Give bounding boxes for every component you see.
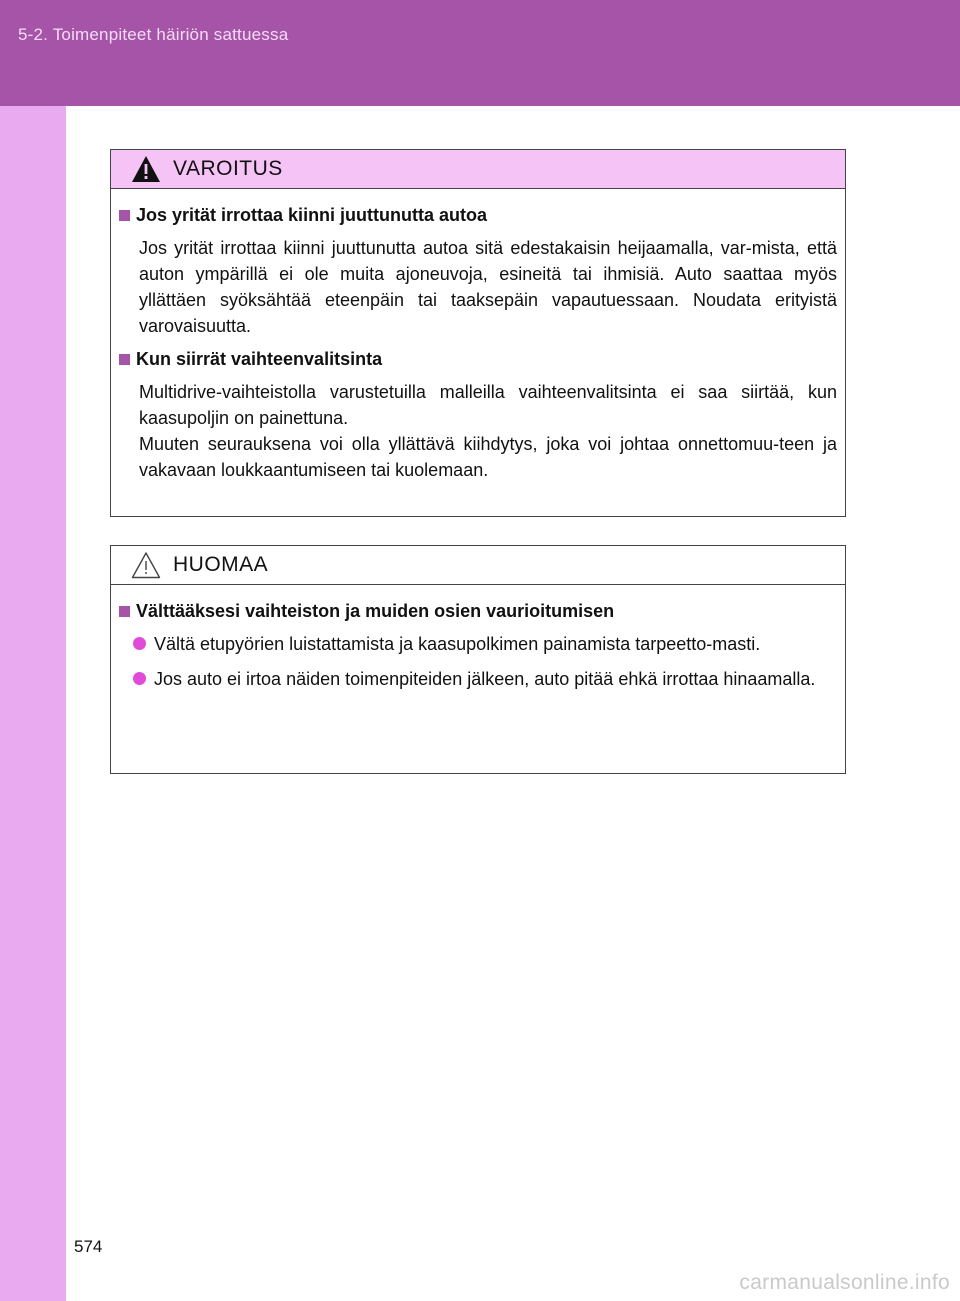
section-heading-text: Välttääksesi vaihteiston ja muiden osien vaurioitumisen: [136, 601, 615, 621]
notice-box-body: [111, 585, 845, 692]
section-heading: [119, 349, 837, 370]
list-item: [133, 666, 837, 692]
page-number: 574: [74, 1237, 103, 1256]
list-item: [133, 631, 837, 657]
section-heading: [119, 205, 837, 226]
warning-triangle-outline-icon: [131, 551, 161, 579]
square-bullet-icon: [119, 606, 130, 617]
square-bullet-icon: [119, 210, 130, 221]
circle-bullet-icon: [133, 637, 146, 650]
section-heading: [119, 601, 837, 622]
warning-box-header: [111, 150, 845, 189]
bullet-list: [119, 631, 837, 692]
notice-box-header: [111, 546, 845, 585]
notice-box: [110, 545, 846, 774]
section-heading-text: Kun siirrät vaihteenvalitsinta: [136, 349, 383, 369]
paragraph: Jos yrität irrottaa kiinni juuttunutta autoa sitä edestakaisin heijaamalla, var-mista, että auton ympärillä ei ole muita ajoneuvoja, esineitä tai ihmisiä. Auto saattaa myös yllättäen syöksähtää eteenpäin tai taaksepäin vapautuessaan. Noudata erityistä varovaisuutta.: [139, 238, 837, 336]
list-item-text: Vältä etupyörien luistattamista ja kaasupolkimen painamista tarpeetto-masti.: [154, 634, 761, 654]
warning-box: [110, 149, 846, 517]
warning-box-body: [111, 189, 845, 483]
side-band: [0, 106, 66, 1301]
paragraph: Muuten seurauksena voi olla yllättävä kiihdytys, joka voi johtaa onnettomuu-teen ja vakavaan loukkaantumiseen tai kuolemaan.: [139, 434, 837, 480]
warning-box-title: VAROITUS: [173, 157, 283, 180]
square-bullet-icon: [119, 354, 130, 365]
watermark: carmanualsonline.info: [739, 1271, 950, 1294]
header-band: [0, 0, 960, 106]
notice-box-title: HUOMAA: [173, 553, 269, 576]
list-item-text: Jos auto ei irtoa näiden toimenpiteiden jälkeen, auto pitää ehkä irrottaa hinaamalla.: [154, 669, 816, 689]
circle-bullet-icon: [133, 672, 146, 685]
section-title: 5-2. Toimenpiteet häiriön sattuessa: [18, 25, 289, 44]
paragraph: Multidrive-vaihteistolla varustetuilla malleilla vaihteenvalitsinta ei saa siirtää, kun kaasupoljin on painettuna.: [139, 382, 837, 428]
warning-triangle-filled-icon: [131, 155, 161, 183]
section-heading-text: Jos yrität irrottaa kiinni juuttunutta autoa: [136, 205, 488, 225]
